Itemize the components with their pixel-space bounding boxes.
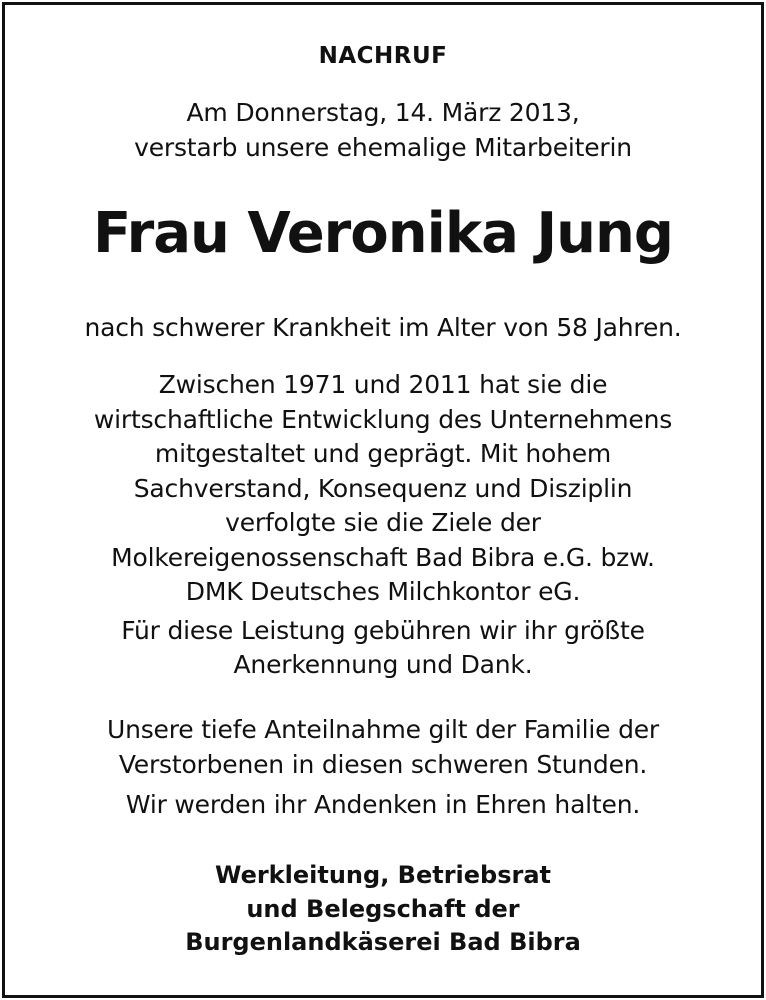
career-line: DMK Deutsches Milchkontor eG. <box>185 577 581 606</box>
signature-line: Werkleitung, Betriebsrat <box>214 861 552 889</box>
signature-line: und Belegschaft der <box>246 895 520 923</box>
obituary-notice <box>2 2 764 998</box>
age-line: nach schwerer Krankheit im Alter von 58 Jahren. <box>84 313 682 342</box>
condolence-line: Verstorbenen in diesen schweren Stunden. <box>118 750 648 779</box>
career-line: Sachverstand, Konsequenz und Disziplin <box>133 474 633 503</box>
intro-line-date: Am Donnerstag, 14. März 2013, <box>186 98 580 127</box>
career-line: Molkereigenossenschaft Bad Bibra e.G. bzw. <box>111 543 655 572</box>
career-line: wirtschaftliche Entwicklung des Unternehmens <box>93 405 673 434</box>
intro-line-passed: verstarb unsere ehemalige Mitarbeiterin <box>134 133 632 162</box>
career-line: mitgestaltet und geprägt. Mit hohem <box>154 439 612 468</box>
notice-heading: NACHRUF <box>318 43 448 69</box>
thanks-line: Für diese Leistung gebühren wir ihr größte <box>121 616 645 645</box>
career-line: verfolgte sie die Ziele der <box>225 508 541 537</box>
condolence-line: Unsere tiefe Anteilnahme gilt der Familie der <box>106 715 659 744</box>
signature-line: Burgenlandkäserei Bad Bibra <box>185 928 581 956</box>
thanks-line: Anerkennung und Dank. <box>233 650 533 679</box>
deceased-name: Frau Veronika Jung <box>92 201 674 266</box>
career-line: Zwischen 1971 und 2011 hat sie die <box>158 370 608 399</box>
memory-line: Wir werden ihr Andenken in Ehren halten. <box>125 790 641 819</box>
